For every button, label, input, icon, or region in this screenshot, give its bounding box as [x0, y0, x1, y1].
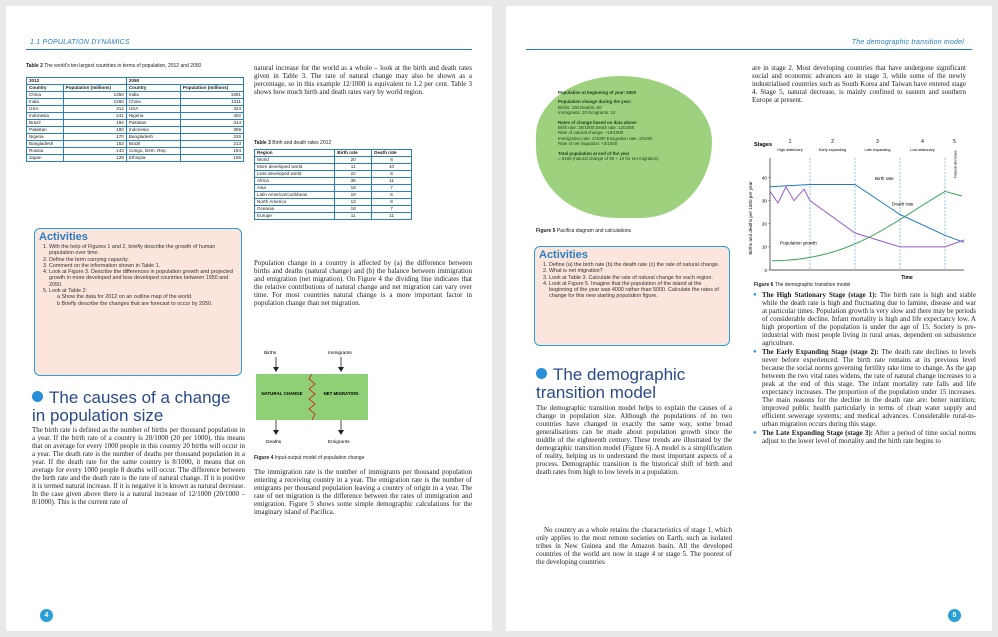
fig5-line4a: = 5100 (natural change of 90 + 10 for net migration) — [558, 156, 659, 162]
fig4-arrowhead-deaths — [273, 430, 279, 435]
table-cell: 194 — [63, 120, 126, 127]
fig4-natural-change: NATURAL CHANGE — [261, 391, 303, 396]
table-cell: 423 — [180, 106, 243, 113]
table-cell: Latin America/Caribbean — [255, 192, 335, 199]
table-row — [27, 141, 244, 148]
stage-bullets — [752, 291, 976, 446]
table-cell: Bangladesh — [126, 134, 180, 141]
table-cell: North America — [255, 199, 335, 206]
fig5-line3c: Immigration rate: 4/1000 Emigration rate: 2/1000 — [558, 135, 653, 141]
activities-list — [535, 262, 729, 300]
table-row — [255, 171, 412, 178]
table-row — [27, 127, 244, 134]
table-cell: 7 — [372, 206, 412, 213]
fig4-net-migration: NET MIGRATION — [323, 391, 359, 396]
table-row — [27, 148, 244, 155]
table-cell: World — [255, 157, 335, 164]
table-row — [255, 178, 412, 185]
fig4-immigrants: Immigrants — [328, 351, 352, 356]
table-cell: 213 — [180, 141, 243, 148]
birth-rate-label: Birth rate — [875, 175, 894, 181]
sub-list-item: b Briefly describe the changes that are forecast to occur by 2050. — [57, 300, 213, 307]
table-cell: 1260 — [63, 99, 126, 106]
table-cell: 11 — [372, 178, 412, 185]
table-cell: Oceania — [255, 206, 335, 213]
table-cell: Pakistan — [126, 120, 180, 127]
table-cell: 11 — [335, 164, 372, 171]
table-cell: Europe — [255, 213, 335, 220]
stage-bullet — [753, 291, 976, 347]
table-cell: 22 — [335, 171, 372, 178]
table-cell: 1350 — [63, 92, 126, 99]
stage-text: The death rate declines to levels never before experienced. The birth rate remains at its previous level because the social norms governing fertility take time to change. As the gap between the two vital rates widens, the rate of natural change increases to a peak at the end of this stage. The infant mortality rate falls and life expectancy increases. The proportion of the population under 15 increases. The main reasons for the decline in the death rate are: better nutrition; improved public health particularly in terms of clean water supply and efficient sewerage systems; and medical advances. Considerable rural-to-urban migration occurs during this stage. — [762, 348, 976, 428]
causes-paragraph: The birth rate is defined as the number of births per thousand population in a year. If the birth rate of a country is 20/1000 (20 per 1000), this means that on average for every 1000 people in this country 20 births will occur in a year. The death rate is the number of deaths per thousand population in a year. If the death rate for the same country is 8/1000, it means that on average for every 1000 people 8 deaths will occur. The difference between the birth rate and the death rate is the rate of natural change. If it is positive it is termed natural increase. If it is negative it is known as natural decrease. In the case given above there is a natural increase of 12/1000 (20/1000 – 8/1000). This is the current rate of — [32, 426, 245, 506]
table-cell: India — [126, 92, 180, 99]
table-row — [255, 157, 412, 164]
table-cell: Bangladesh — [27, 141, 64, 148]
intro-paragraph: natural increase for the world as a whole – look at the birth and death rates given in Table 3. The rate of natural change may also be shown as a percentage, so in this example 12/1000 is equivalent to 1.2 per cent. Table 3 shows how much birth and death rates vary by world region. — [254, 64, 472, 96]
table-cell: Pakistan — [27, 127, 64, 134]
table-cell: 226 — [180, 134, 243, 141]
table-cell: 18 — [335, 206, 372, 213]
header-rule — [26, 49, 472, 50]
page-number-left: 4 — [40, 609, 53, 622]
section-heading-dtm: The demographic transition model — [536, 365, 686, 402]
table-cell: Brazil — [126, 141, 180, 148]
population-growth-line — [772, 191, 962, 260]
change-paragraph: Population change in a country is affected by (a) the difference between births and deaths (natural change) and (b) the balance between immigration and emigration (net migration). On Figure 4 the dividing line indicates that the relative contributions of natural change and net migration can vary over time. For most countries natural change is a more important factor in population change than net migration. — [254, 259, 472, 307]
stage-number: 5 — [953, 139, 956, 145]
table-row — [27, 99, 244, 106]
table-cell: 402 — [180, 113, 243, 120]
fig5-line3b: Rate of natural change: +18/1000 — [558, 130, 624, 136]
sub-list-item: a Show the data for 2012 on an outline map of the world. — [57, 294, 193, 301]
activities-list — [35, 244, 241, 307]
fig5-line2-title: Population change during the year: — [558, 99, 632, 105]
x-axis-label: Time — [901, 275, 913, 281]
list-item: 2. Define the term carrying capacity. — [49, 257, 237, 263]
activities-title: Activities — [39, 231, 88, 243]
dtm-paragraph-2: No country as a whole retains the characteristics of stage 1, which only applies to the most remote societies on Earth, such as isolated tribes in New Guinea and the Amazon basin. All the developed countries of the world are now in stage 4 or stage 5. The poorest of the developing countries — [536, 526, 732, 566]
list-item: 5. Look at Table 2: a Show the data for 2012 on an outline map of the world. b Briefly describe the changes that are forecast to occur by 2050. — [49, 288, 237, 307]
y-axis-label: Births and deaths per 1000 per year — [748, 181, 753, 255]
table-cell: 180 — [63, 127, 126, 134]
immigration-paragraph: The immigration rate is the number of immigrants per thousand population entering a receiving country in a year. The emigration rate is the number of emigrants per thousand population leaving a country of origin in a year. The rate of net migration is the difference between the rates of immigration and emigration. Figure 5 shows some simple demographic calculations for the imaginary island of Pacifica. — [254, 468, 472, 516]
list-item: 3. Comment on the information shown in Table 1. — [49, 263, 237, 269]
table2: 2012 2050 Country Population (millions) Country Population (millions) China 1350 India 1691 India 1260 China 1311 USA 314 USA 423 Indonesia 241 Nigeria 402 Brazil 194 Pakistan 314 Pakistan 180 Indonesia 309 Nigeria 170 Bangladesh 226 Bangladesh 153 Brazil 213 Russia 143 Congo, Dem. Rep. 194 Japan 128 Ethiopia 166 — [26, 77, 244, 162]
table-cell: 309 — [180, 127, 243, 134]
table-cell: USA — [126, 106, 180, 113]
table-cell: Asia — [255, 185, 335, 192]
table-cell: 6 — [372, 192, 412, 199]
stage-title: The High Stationary Stage (stage 1): — [762, 291, 877, 299]
activities-title: Activities — [539, 249, 588, 261]
table-cell: 7 — [372, 185, 412, 192]
page-number-right: 5 — [948, 609, 961, 622]
y-tick-label: 10 — [761, 244, 767, 250]
stage-number: 4 — [921, 139, 924, 145]
table-row — [27, 155, 244, 162]
fig5-line3d: Rate of net migration: +2/1000 — [558, 141, 618, 147]
table-cell: 1311 — [180, 99, 243, 106]
table-cell: China — [126, 99, 180, 106]
stage-text: After a period of time social norms adjust to the lower level of mortality and the birth rate begins to — [762, 429, 976, 445]
dtm-paragraph-1: The demographic transition model helps to explain the causes of a change in population size. Although the populations of no two countries have changed in exactly the same way, some broad generalisations can be made about population growth since the middle of the eighteenth century. These trends are illustrated by the demographic transition model (Figure 6). A model is a simplification of reality, helping us to understand the most important aspects of a process. Demographic transition is the historical shift of birth and death rates from high to low levels in a population. — [536, 404, 732, 476]
fig4-births: Births — [264, 351, 277, 356]
bullet-dot: ● — [753, 349, 757, 355]
list-item: 2. What is net migration? — [549, 268, 725, 274]
table-row — [27, 134, 244, 141]
table-cell: Japan — [27, 155, 64, 162]
table-cell: 241 — [63, 113, 126, 120]
table-cell: Nigeria — [27, 134, 64, 141]
table-cell: 20 — [335, 157, 372, 164]
fig4-arrowhead-immigrants — [338, 367, 344, 372]
table-cell: 11 — [335, 213, 372, 220]
table-row — [255, 213, 412, 220]
table-cell: 128 — [63, 155, 126, 162]
table-cell: 8 — [372, 199, 412, 206]
y-tick-label: 20 — [761, 221, 767, 227]
y-tick-label: 40 — [761, 175, 767, 181]
table-row — [255, 164, 412, 171]
table-cell: 170 — [63, 134, 126, 141]
activities-box-right — [534, 246, 730, 346]
table-cell: More developed world — [255, 164, 335, 171]
stage-bullet — [753, 429, 976, 445]
table-row — [27, 92, 244, 99]
table-row — [255, 199, 412, 206]
table-row — [27, 113, 244, 120]
top-paragraph: are in stage 2. Most developing countries that have undergone significant social and economic advances are in stage 3, while some of the newly industrialised countries such as South Korea and Taiwan have entered stage 4. Stage 5, natural decrease, is mainly confined to eastern and southern Europe at present. — [752, 64, 966, 104]
table-cell: 13 — [335, 199, 372, 206]
death-rate-label: Death rate — [892, 201, 914, 207]
figure6-chart — [744, 134, 970, 284]
table-cell: China — [27, 92, 64, 99]
right-page — [506, 6, 992, 631]
table-cell: Less developed world — [255, 171, 335, 178]
table-cell: 8 — [372, 171, 412, 178]
table-cell: 314 — [63, 106, 126, 113]
stage-name: Low stationary — [910, 148, 935, 152]
fig4-arrowhead-emigrants — [338, 430, 344, 435]
bullet-dot — [32, 391, 43, 402]
table-cell: Africa — [255, 178, 335, 185]
stage-number: 3 — [876, 139, 879, 145]
table-cell: USA — [27, 106, 64, 113]
table-cell: India — [27, 99, 64, 106]
stage-number: 2 — [831, 139, 834, 145]
table-cell: 11 — [372, 213, 412, 220]
figure4-diagram — [246, 348, 386, 458]
list-item: 3. Look at Table 3. Calculate the rate of natural change for each region. — [549, 275, 725, 281]
fig5-line3a: Birth rate: 30/1000 Death rate: 12/1000 — [558, 125, 635, 131]
stages-label: Stages — [754, 142, 773, 148]
table-cell: 143 — [63, 148, 126, 155]
table-cell: Ethiopia — [126, 155, 180, 162]
figure4-caption: Figure 4 Input-output model of population change — [254, 455, 365, 461]
fig4-deaths: Deaths — [266, 440, 282, 445]
stage-bullet — [753, 348, 976, 428]
birth-rate-line — [770, 185, 964, 243]
fig5-line2b: Immigrants: 20 Emigrants: 10 — [558, 110, 616, 116]
fig5-line2a: Births: 150 Deaths: 60 — [558, 104, 602, 110]
running-head-left: 1.1 POPULATION DYNAMICS — [30, 39, 130, 46]
list-item: 4. Look at Figure 3. Describe the differences in population growth and projected growth in more developed and less developed countries between 1950 and 2050. — [49, 269, 237, 288]
fig4-emigrants: Emigrants — [328, 440, 350, 445]
figure5-caption: Figure 5 Pacifica diagram and calculations — [536, 228, 632, 234]
table-row — [255, 206, 412, 213]
list-item: 1. With the help of Figures 1 and 2, briefly describe the growth of human population over time. — [49, 244, 237, 257]
stage-title: The Early Expanding Stage (stage 2): — [762, 348, 879, 356]
table-cell: 194 — [180, 148, 243, 155]
stage-title: The Late Expanding Stage (stage 3): — [762, 429, 874, 437]
table3: Region Birth rate Death rate World 20 8 More developed world 11 10 Less developed world 22 8 Africa 36 11 Asia 18 7 Latin America/Caribbean 19 6 North America 13 8 Oceania 18 7 Europe 11 11 — [254, 149, 412, 220]
table-cell: 18 — [335, 185, 372, 192]
table-cell: 314 — [180, 120, 243, 127]
figure6-caption: Figure 6 The demographic transition model — [754, 282, 851, 288]
stage-text: The birth rate is high and stable while the death rate is high and fluctuating due to famine, disease and war at particular times. Population growth is very slow and there may be periods of considerable decline. Infant mortality is high and life expectancy low. A high proportion of the population is under the age of 15. Society is pre-industrial with most people living in rural areas, dependent on subsistence agriculture. — [762, 291, 976, 347]
header-rule — [526, 49, 972, 50]
table-cell: 36 — [335, 178, 372, 185]
y-tick-label: 30 — [761, 198, 767, 204]
table-cell: 10 — [372, 164, 412, 171]
table-row — [255, 192, 412, 199]
running-head-right: The demographic transition model — [851, 39, 964, 46]
stage-name: High stationary — [777, 148, 803, 152]
y-tick-label: 0 — [764, 267, 767, 273]
table-row — [27, 106, 244, 113]
left-page — [6, 6, 492, 631]
table-row — [27, 120, 244, 127]
table3-caption: Table 3 Birth and death rates 2012 — [254, 140, 332, 146]
table-cell: Congo, Dem. Rep. — [126, 148, 180, 155]
table-cell: 153 — [63, 141, 126, 148]
fig5-line1: Population at beginning of year: 5000 — [558, 90, 637, 95]
stage-name: Early expanding — [818, 148, 847, 152]
section-heading-causes: The causes of a change in population size — [32, 388, 231, 425]
growth-label: Population growth — [780, 240, 817, 246]
table-row — [255, 185, 412, 192]
bullet-dot: ● — [753, 292, 757, 298]
table-cell: 1691 — [180, 92, 243, 99]
stage-name: Late expanding — [864, 148, 891, 152]
stage-name: Natural decrease — [953, 150, 958, 178]
table-cell: Indonesia — [27, 113, 64, 120]
bullet-dot: ● — [753, 430, 757, 436]
table-cell: 19 — [335, 192, 372, 199]
table-cell: 166 — [180, 155, 243, 162]
fig5-line3-title: Rates of change based on data above — [558, 119, 637, 125]
table-cell: Indonesia — [126, 127, 180, 134]
stage-number: 1 — [788, 139, 792, 145]
list-item: 4. Look at Figure 5. Imagine that the population of the island at the beginning of the year was 4000 rather than 5000. Calculate the rates of change for this new starting population figure. — [549, 281, 725, 300]
list-item: 1. Define (a) the birth rate (b) the death rate (c) the rate of natural change. — [549, 262, 725, 268]
table-cell: 8 — [372, 157, 412, 164]
bullet-dot — [536, 368, 547, 379]
table2-caption: Table 2 The world's ten largest countries in terms of population, 2012 and 2050 — [26, 63, 202, 69]
figure5-text — [558, 90, 708, 161]
table-cell: Russia — [27, 148, 64, 155]
table-cell: Nigeria — [126, 113, 180, 120]
table-cell: Brazil — [27, 120, 64, 127]
fig5-line4-title: Total population at end of the year — [558, 150, 630, 156]
activities-box-left — [34, 228, 242, 376]
fig4-arrowhead-births — [273, 367, 279, 372]
